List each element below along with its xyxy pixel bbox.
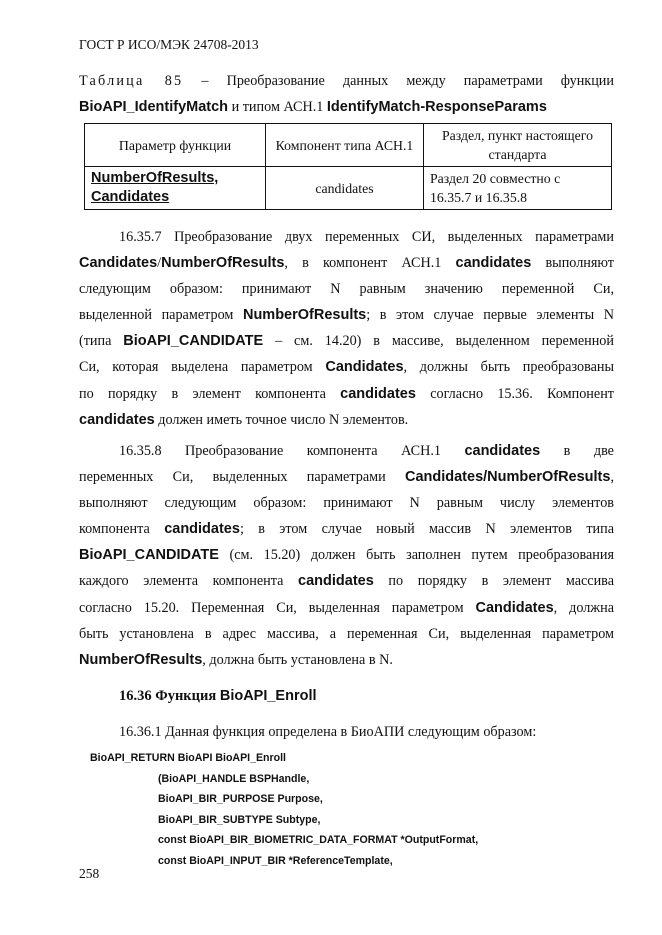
header-section: Раздел, пункт настоящего стандарта (424, 124, 612, 167)
kw-numberofresults: NumberOfResults (79, 651, 203, 668)
kw-candidates-lower: candidates (79, 411, 155, 428)
p1-line-3: следующим образом: принимают N равным значению переменной Си, (79, 281, 614, 298)
text: (см. 15.20) должен быть заполнен путем преобразования (218, 547, 614, 564)
text: переменных Си, выделенных параметрами (79, 469, 405, 486)
kw-candidates-lower: candidates (340, 385, 416, 402)
kw-candidates: Candidates (79, 255, 158, 272)
kw-candidates: Candidates (475, 599, 554, 616)
caption-function: BioAPI_IdentifyMatch (79, 99, 229, 116)
p1-line-5 (79, 328, 614, 354)
section-heading (119, 688, 317, 705)
code-block (90, 748, 478, 871)
section-function-name: BioAPI_Enroll (219, 688, 317, 704)
text: по порядку в элемент массива (373, 573, 614, 590)
p1-line-1: 16.35.7 Преобразование двух переменных СИ, выделенных параметрами (119, 229, 614, 245)
p2-line-2 (79, 464, 614, 490)
p1-line-4 (79, 302, 614, 328)
kw-bioapi-candidate: BioAPI_CANDIDATE (79, 547, 219, 564)
text: , (610, 469, 614, 486)
p2-line-7 (79, 595, 614, 621)
document-header: ГОСТ Р ИСО/МЭК 24708-2013 (79, 37, 259, 52)
p2-line-8: быть установлена в адрес массива, а переменная Си, выделенная параметром (79, 625, 614, 642)
code-line: const BioAPI_INPUT_BIR *ReferenceTemplate, (158, 854, 393, 867)
param-line-2: Candidates (91, 189, 170, 205)
text: ; в этом случае первые элементы N (366, 307, 614, 324)
header-component: Компонент типа АСН.1 (266, 124, 424, 167)
text: должен иметь точное число N элементов. (154, 411, 409, 428)
text: в две (540, 443, 614, 459)
section-line-1: Раздел 20 совместно с (430, 171, 561, 186)
text: ; в этом случае новый массив N элементов типа (239, 521, 614, 538)
text: согласно 15.20. Переменная Си, выделенная параметром (79, 599, 476, 616)
table-caption (79, 68, 614, 120)
text: , должна (553, 599, 614, 616)
text: 16.35.8 Преобразование компонента АСН.1 (119, 443, 465, 459)
caption-text-2: и типом АСН.1 (228, 99, 327, 116)
caption-label: Таблица 85 (79, 73, 184, 89)
header-parameter: Параметр функции (85, 124, 266, 167)
table-row (85, 167, 612, 210)
code-line: BioAPI_BIR_SUBTYPE Subtype, (158, 813, 321, 826)
text: Си, которая выделена параметром (79, 359, 326, 376)
p2-line-3: выполняют следующим образом: принимают N равным числу элементов (79, 495, 614, 512)
cell-component: candidates (266, 167, 424, 210)
p1-line-7 (79, 381, 614, 407)
section-number: 16.36 Функция (119, 688, 220, 704)
p2-line-9 (79, 647, 614, 673)
cell-section (424, 167, 612, 210)
kw-numberofresults: NumberOfResults (161, 255, 285, 272)
text: , должны быть преобразованы (403, 359, 614, 376)
text: выделенной параметром (79, 307, 243, 324)
p2-line-6 (79, 568, 614, 594)
conversion-table (84, 123, 612, 210)
p1-line-8 (79, 407, 614, 433)
section-line-2: 16.35.7 и 16.35.8 (430, 190, 528, 205)
cell-parameter (85, 167, 266, 210)
code-line: (BioAPI_HANDLE BSPHandle, (158, 772, 310, 785)
p2-line-5 (79, 542, 614, 568)
text: , должна быть установлена в N. (202, 651, 393, 668)
p2-line-1 (79, 438, 614, 464)
kw-candidates-lower: candidates (298, 573, 374, 590)
code-line: BioAPI_RETURN BioAPI BioAPI_Enroll (90, 752, 286, 764)
kw-candidates-numberofresults: Candidates/NumberOfResults (404, 469, 611, 486)
p2-line-4 (79, 516, 614, 542)
p1-line-2 (79, 250, 614, 276)
paragraph-16-35-7 (79, 224, 614, 433)
code-line: BioAPI_BIR_PURPOSE Purpose, (158, 793, 323, 805)
slash: / (157, 255, 162, 272)
text: компонента (79, 521, 165, 538)
kw-bioapi-candidate: BioAPI_CANDIDATE (123, 333, 264, 350)
text: (типа (79, 333, 124, 350)
text: , в компонент АСН.1 (284, 255, 456, 272)
kw-candidates: Candidates (325, 359, 404, 376)
text: – см. 14.20) в массиве, выделенном переменной (263, 333, 614, 350)
kw-candidates-lower: candidates (455, 255, 532, 272)
kw-candidates-lower: candidates (464, 443, 541, 459)
kw-candidates-lower: candidates (164, 521, 240, 538)
text: каждого элемента компонента (79, 573, 299, 590)
param-line-1: NumberOfResults, (91, 170, 219, 186)
paragraph-16-36-1: 16.36.1 Данная функция определена в БиоАПИ следующим образом: (119, 724, 537, 740)
caption-text: – Преобразование данных между параметрами функции (183, 73, 614, 89)
paragraph-16-35-8 (79, 438, 614, 673)
text: выполняют (531, 255, 614, 272)
page-number: 258 (79, 866, 100, 881)
kw-numberofresults: NumberOfResults (242, 307, 367, 324)
caption-type: IdentifyMatch-ResponseParams (326, 99, 547, 116)
code-line: const BioAPI_BIR_BIOMETRIC_DATA_FORMAT *OutputFormat, (158, 834, 479, 846)
p1-line-6 (79, 354, 614, 380)
text: согласно 15.36. Компонент (415, 385, 614, 402)
table-header-row (85, 124, 612, 167)
text: по порядку в элемент компонента (79, 385, 341, 402)
